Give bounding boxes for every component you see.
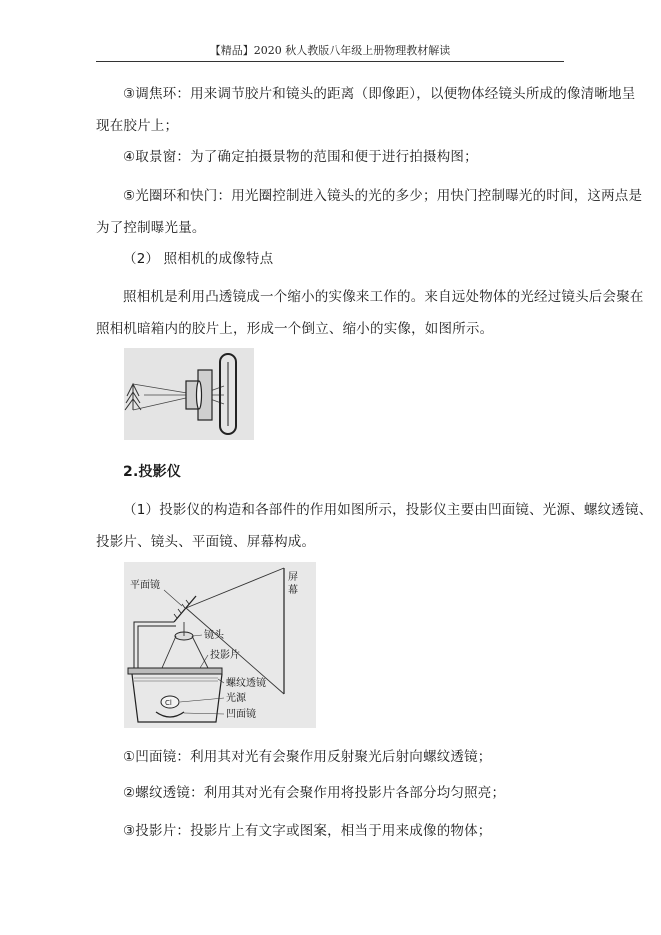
projector-structure-figure [124, 562, 316, 728]
text-line: 照相机暗箱内的胶片上，形成一个倒立、缩小的实像，如图所示。 [96, 321, 494, 337]
text-line: ③调焦环：用来调节胶片和镜头的距离（即像距），以便物体经镜头所成的像清晰地呈 [123, 86, 636, 102]
label-screen-2: 幕 [288, 585, 298, 596]
paragraph-projector-structure [96, 494, 653, 558]
paragraph-aperture-shutter [96, 180, 643, 244]
label-lens: 镜头 [204, 630, 224, 641]
paragraph-viewfinder [96, 141, 566, 173]
label-fresnel: 螺纹透镜 [226, 678, 266, 689]
label-slide: 投影片 [210, 650, 240, 661]
paragraph-concave-mirror [96, 741, 566, 773]
text-line: ④取景窗：为了确定拍摄景物的范围和便于进行拍摄构图； [123, 149, 478, 165]
paragraph-imaging-subheading [96, 243, 566, 275]
label-concave-mirror: 凹面镜 [226, 709, 256, 720]
slide-stage [128, 668, 222, 674]
label-screen-1: 屏 [288, 572, 298, 583]
text-line: （2） 照相机的成像特点 [123, 251, 274, 267]
text-line: ①凹面镜：利用其对光有会聚作用反射聚光后射向螺纹透镜； [123, 749, 492, 765]
header-rule [96, 61, 564, 62]
section-heading-projector [96, 456, 566, 488]
text-line: 投影片、镜头、平面镜、屏幕构成。 [96, 534, 316, 550]
paragraph-fresnel-lens [96, 777, 566, 809]
text-line: 2.投影仪 [123, 464, 182, 480]
text-line: 为了控制曝光量。 [96, 220, 206, 236]
label-light-source: 光源 [226, 693, 246, 704]
text-line: ②螺纹透镜：利用其对光有会聚作用将投影片各部分均匀照亮； [123, 785, 506, 801]
camera-diagram [124, 348, 254, 440]
text-line: （1）投影仪的构造和各部件的作用如图所示，投影仪主要由凹面镜、光源、螺纹透镜、 [123, 502, 653, 518]
page-header: 【精品】2020 秋人教版八年级上册物理教材解读 [209, 44, 451, 57]
camera-imaging-figure [124, 348, 254, 440]
text-line: ⑤光圈环和快门：用光圈控制进入镜头的光的多少；用快门控制曝光的时间，这两点是 [123, 188, 643, 204]
projector-diagram [124, 562, 316, 728]
paragraph-camera-imaging [96, 281, 644, 345]
text-line: 照相机是利用凸透镜成一个缩小的实像来工作的。来自远处物体的光经过镜头后会聚在 [123, 289, 644, 305]
paragraph-slide [96, 815, 566, 847]
text-line: 现在胶片上； [96, 118, 179, 134]
label-plane-mirror: 平面镜 [130, 580, 160, 591]
light-source-label: Cl [165, 699, 172, 707]
paragraph-focus-ring [96, 78, 636, 142]
text-line: ③投影片：投影片上有文字或图案，相当于用来成像的物体； [123, 823, 492, 839]
